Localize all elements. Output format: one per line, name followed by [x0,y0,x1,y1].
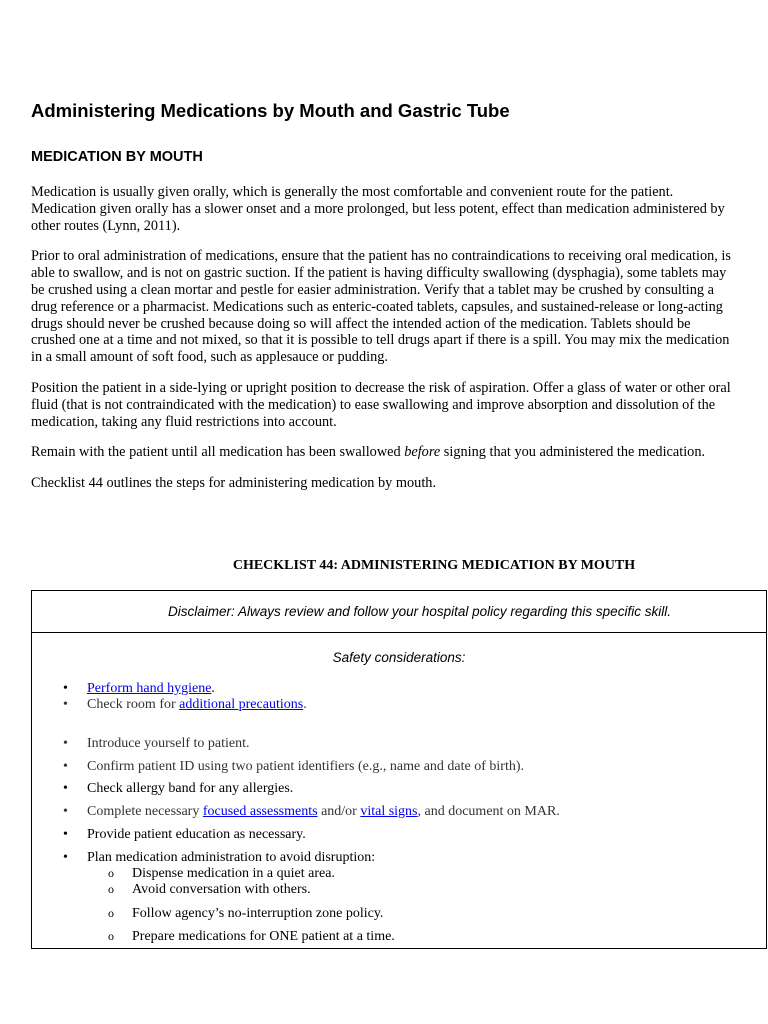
sub-item-avoid-conversation: o Avoid conversation with others. [108,882,311,897]
list-item-education: • Provide patient education as necessary. [63,827,306,842]
list-item-hand-hygiene: • Perform hand hygiene. [63,681,215,696]
page-title: Administering Medications by Mouth and Gastric Tube [31,100,510,121]
sub-bullet: o [108,882,114,896]
paragraph-1: Medication is usually given orally, which is generally the most comfortable and convenient route for the patient. Medication given orally has a slower onset and a more prolonged, but less potent, effect than medication administered by other routes (Lynn, 2011). [31,184,725,234]
emphasis-before: before [404,444,441,461]
focused-assessments-link[interactable]: focused assessments [202,804,318,819]
hand-hygiene-link[interactable]: Perform hand hygiene [87,681,212,696]
additional-precautions-link[interactable]: additional precautions [179,697,304,712]
list-item-introduce: • Introduce yourself to patient. [63,736,250,751]
sub-bullet: o [108,929,114,943]
paragraph-4-start: Remain with the patient until all medication has been swallowed [31,444,405,461]
list-item-room-check: • Check room for additional precautions. [63,697,307,712]
sub-item-quiet-area: o Dispense medication in a quiet area. [108,866,335,881]
disclaimer: Disclaimer: Always review and follow your hospital policy regarding this specific skill. [32,591,766,633]
bullet: • [63,804,68,819]
paragraph-3: Position the patient in a side-lying or upright position to decrease the risk of aspiration. Offer a glass of water or other oral fluid (that is not contraindicated with the medication) to ease swallowing and improve absorption and dissolution of the medication, taking any fluid restrictions into account. [31,379,731,430]
list-item-allergy: • Check allergy band for any allergies. [63,781,294,796]
bullet: • [63,781,68,796]
bullet: • [63,759,68,774]
sub-bullet: o [108,906,114,920]
bullet: • [63,827,68,842]
sub-bullet: o [108,866,114,880]
bullet: • [63,736,68,751]
document-body [31,100,731,506]
paragraph-2: Prior to oral administration of medications, ensure that the patient has no contraindications to receiving oral medication, is able to swallow, and is not on gastric suction. If the patient is having difficulty swallowing (dysphagia), some tablets may be crushed using a clean mortar and pestle for easier administration. Verify that a tablet may be crushed by consulting a drug reference or a pharmacist. Medications such as enteric-coated tablets, capsules, and sustained-release or long-acting drugs should never be crushed because doing so will affect the intended action of the medication. Tablets should be crushed one at a time and not mixed, so that it is possible to tell drugs apart if there is a spill. You may mix the medication in a small amount of soft food, such as applesauce or pudding. [31,248,731,366]
checklist-table [31,590,767,949]
list-item-plan: • Plan medication administration to avoid disruption: [63,850,376,865]
section-heading: MEDICATION BY MOUTH [31,149,203,165]
sub-item-no-interruption: o Follow agency’s no-interruption zone policy. [108,906,384,921]
safety-heading: Safety considerations: [332,650,466,665]
paragraph-4-end: signing that you administered the medication. [440,444,706,461]
paragraph-5: Checklist 44 outlines the steps for administering medication by mouth. [31,475,437,492]
vital-signs-link[interactable]: vital signs [360,804,418,819]
sub-item-one-patient: o Prepare medications for ONE patient at a time. [108,929,395,944]
paragraph-4 [31,444,731,461]
list-item-confirm-id: • Confirm patient ID using two patient identifiers (e.g., name and date of birth). [63,759,524,774]
bullet: • [63,850,68,865]
checklist-title: CHECKLIST 44: ADMINISTERING MEDICATION BY MOUTH [232,558,636,573]
list-item-assessments: • Complete necessary focused assessments and/or vital signs, and document on MAR. [63,804,560,819]
bullet: • [63,681,68,696]
bullet: • [63,697,68,712]
